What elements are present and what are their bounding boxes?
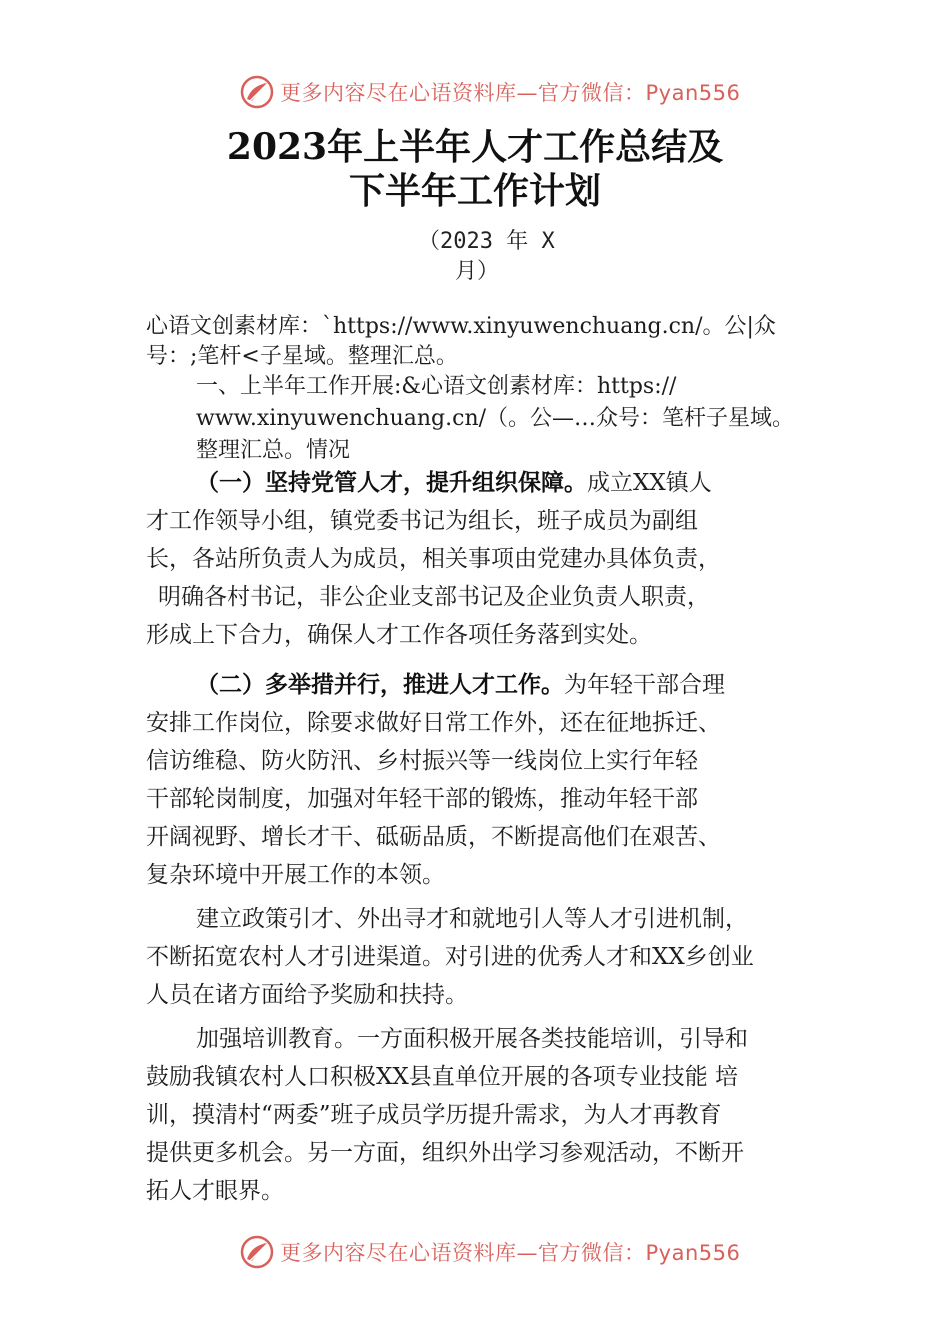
top-banner [240,72,740,112]
paragraph1-line5: 形成上下合力，确保人才工作各项任务落到实处。 [146,622,652,648]
paragraph2-line2: 安排工作岗位，除要求做好日常工作外，还在征地拆迁、 [146,710,721,736]
paragraph3-line1: 建立政策引才、外出寻才和就地引人等人才引进机制， [196,906,748,932]
paragraph2-line6: 复杂环境中开展工作的本领。 [146,862,445,888]
paragraph4-line1: 加强培训教育。一方面积极开展各类技能培训，引导和 [196,1026,748,1052]
paragraph3-line2: 不断拓宽农村人才引进渠道。对引进的优秀人才和XX乡创业 [146,944,754,970]
xinyu-logo-icon [240,1235,274,1269]
date-line1: （2023 年 X [418,229,555,254]
document-title-line2: 下半年工作计划 [348,170,601,212]
paragraph2-line3: 信访维稳、防火防汛、乡村振兴等一线岗位上实行年轻 [146,748,698,774]
banner-text: 更多内容尽在心语资料库—官方微信：Pyan556 [280,81,741,105]
paragraph2-line5: 开阔视野、增长才干、砥砺品质，不断提高他们在艰苦、 [146,824,721,850]
section1-line2: www.xinyuwenchuang.cn/（。公—…众号：笔杆子星域。 [196,406,795,431]
source-line2: 号：;笔杆<子星域。整理汇总。 [146,344,458,369]
paragraph1-line4: 明确各村书记，非公企业支部书记及企业负责人职责， [158,584,710,610]
section1-line1: 一、上半年工作开展:&心语文创素材库：https:// [196,374,677,399]
paragraph4-line4: 提供更多机会。另一方面，组织外出学习参观活动，不断开 [146,1140,744,1166]
document-title-line1: 2023年上半年人才工作总结及 [226,126,724,168]
paragraph3-line3: 人员在诸方面给予奖励和扶持。 [146,982,468,1008]
paragraph2-first-line [196,670,725,700]
paragraph1-line2: 才工作领导小组，镇党委书记为组长，班子成员为副组 [146,508,698,534]
paragraph1-heading: （一）坚持党管人才，提升组织保障。 [196,470,587,496]
paragraph1-text: 成立XX镇人 [587,470,712,496]
paragraph1-first-line [196,468,712,498]
paragraph1-line3: 长，各站所负责人为成员，相关事项由党建办具体负责， [146,546,721,572]
bottom-banner [240,1232,740,1272]
paragraph2-line4: 干部轮岗制度，加强对年轻干部的锻炼，推动年轻干部 [146,786,698,812]
date-line2: 月） [455,259,500,284]
paragraph2-heading: （二）多举措并行，推进人才工作。 [196,672,564,698]
paragraph4-line3: 训，摸清村“两委”班子成员学历提升需求，为人才再教育 [146,1102,722,1128]
section1-line3: 整理汇总。情况 [196,438,351,463]
banner-text: 更多内容尽在心语资料库—官方微信：Pyan556 [280,1241,741,1265]
paragraph4-line2: 鼓励我镇农村人口积极XX县直单位开展的各项专业技能 培 [146,1064,739,1090]
paragraph4-line5: 拓人才眼界。 [146,1178,284,1204]
source-line1: 心语文创素材库：`https://www.xinyuwenchuang.cn/。公|众 [146,314,776,339]
paragraph2-text: 为年轻干部合理 [564,672,725,698]
xinyu-logo-icon [240,75,274,109]
